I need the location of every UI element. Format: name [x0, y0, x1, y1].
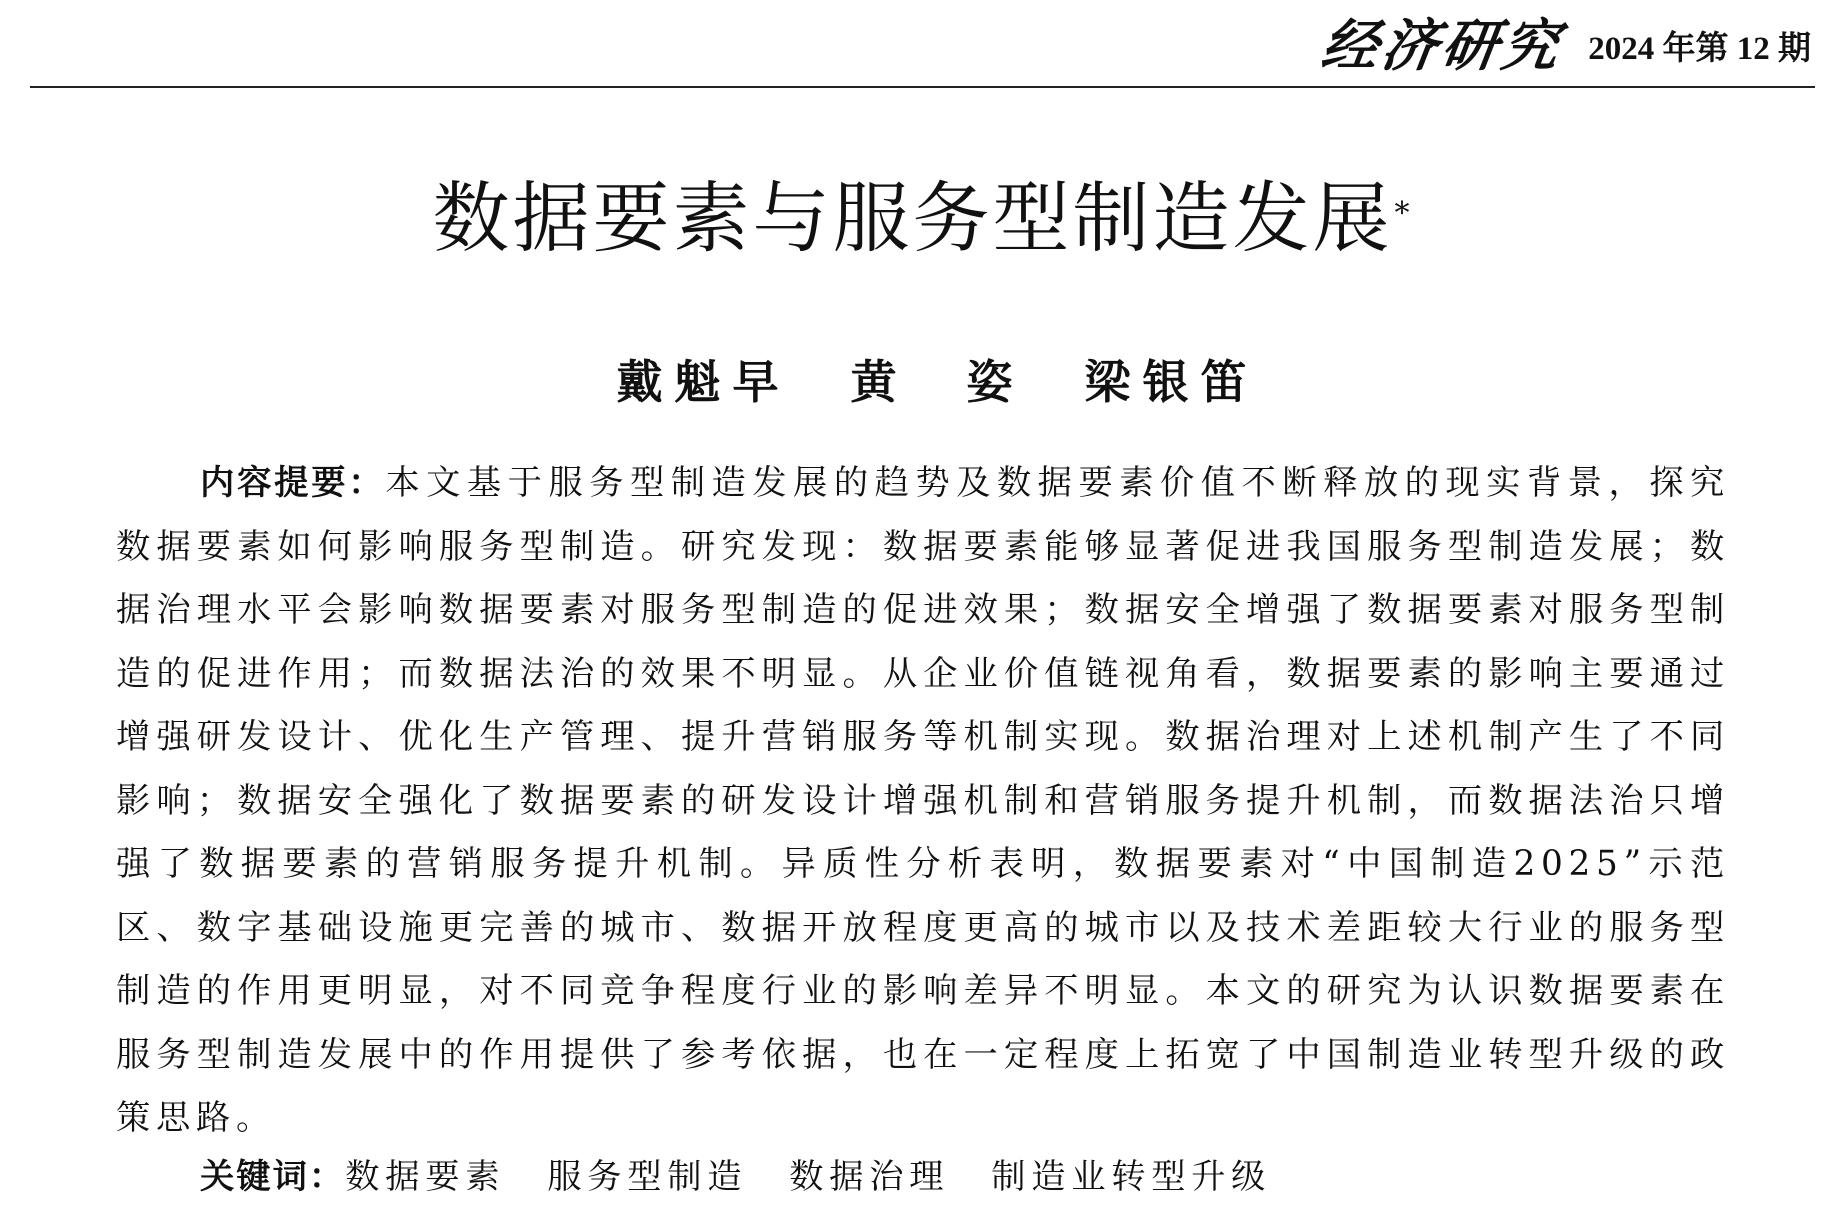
issue-number: 2024 年第 12 期 — [1588, 31, 1811, 67]
keywords-label: 关键词： — [200, 1157, 346, 1197]
abstract — [116, 452, 1730, 1151]
abstract-text: 本文基于服务型制造发展的趋势及数据要素价值不断释放的现实背景，探究数据要素如何影响服务型制造。研究发现：数据要素能够显著促进我国服务型制造发展；数据治理水平会影响数据要素对服务型制造的促进效果；数据安全增强了数据要素对服务型制造的促进作用；而数据法治的效果不明显。从企业价值链视角看，数据要素的影响主要通过增强研发设计、优化生产管理、提升营销服务等机制实现。数据治理对上述机制产生了不同影响；数据安全强化了数据要素的研发设计增强机制和营销服务提升机制，而数据法治只增强了数据要素的营销服务提升机制。异质性分析表明，数据要素对“中国制造2025”示范区、数字基础设施更完善的城市、数据开放程度更高的城市以及技术差距较大行业的服务型制造的作用更明显，对不同竞争程度行业的影响差异不明显。本文的研究为认识数据要素在服务型制造发展中的作用提供了参考依据，也在一定程度上拓宽了中国制造业转型升级的政策思路。 — [116, 463, 1730, 1138]
keyword-3: 数据治理 — [789, 1157, 950, 1197]
author-list — [0, 352, 1845, 412]
title-footnote-mark: * — [1394, 196, 1413, 231]
author-1: 戴魁早 — [616, 355, 791, 409]
author-3: 梁银笛 — [1084, 355, 1259, 409]
running-header — [30, 0, 1815, 88]
abstract-label: 内容提要： — [200, 463, 386, 503]
author-2: 黄 姿 — [850, 355, 1025, 409]
journal-logo: 经济研究 — [1317, 13, 1567, 79]
keyword-4: 制造业转型升级 — [991, 1157, 1272, 1197]
header-right — [1317, 13, 1811, 79]
article-title-block — [0, 170, 1845, 270]
keywords — [200, 1146, 1313, 1209]
article-title: 数据要素与服务型制造发展 — [432, 175, 1393, 264]
keyword-1: 数据要素 — [345, 1157, 506, 1197]
keyword-2: 服务型制造 — [547, 1157, 748, 1197]
